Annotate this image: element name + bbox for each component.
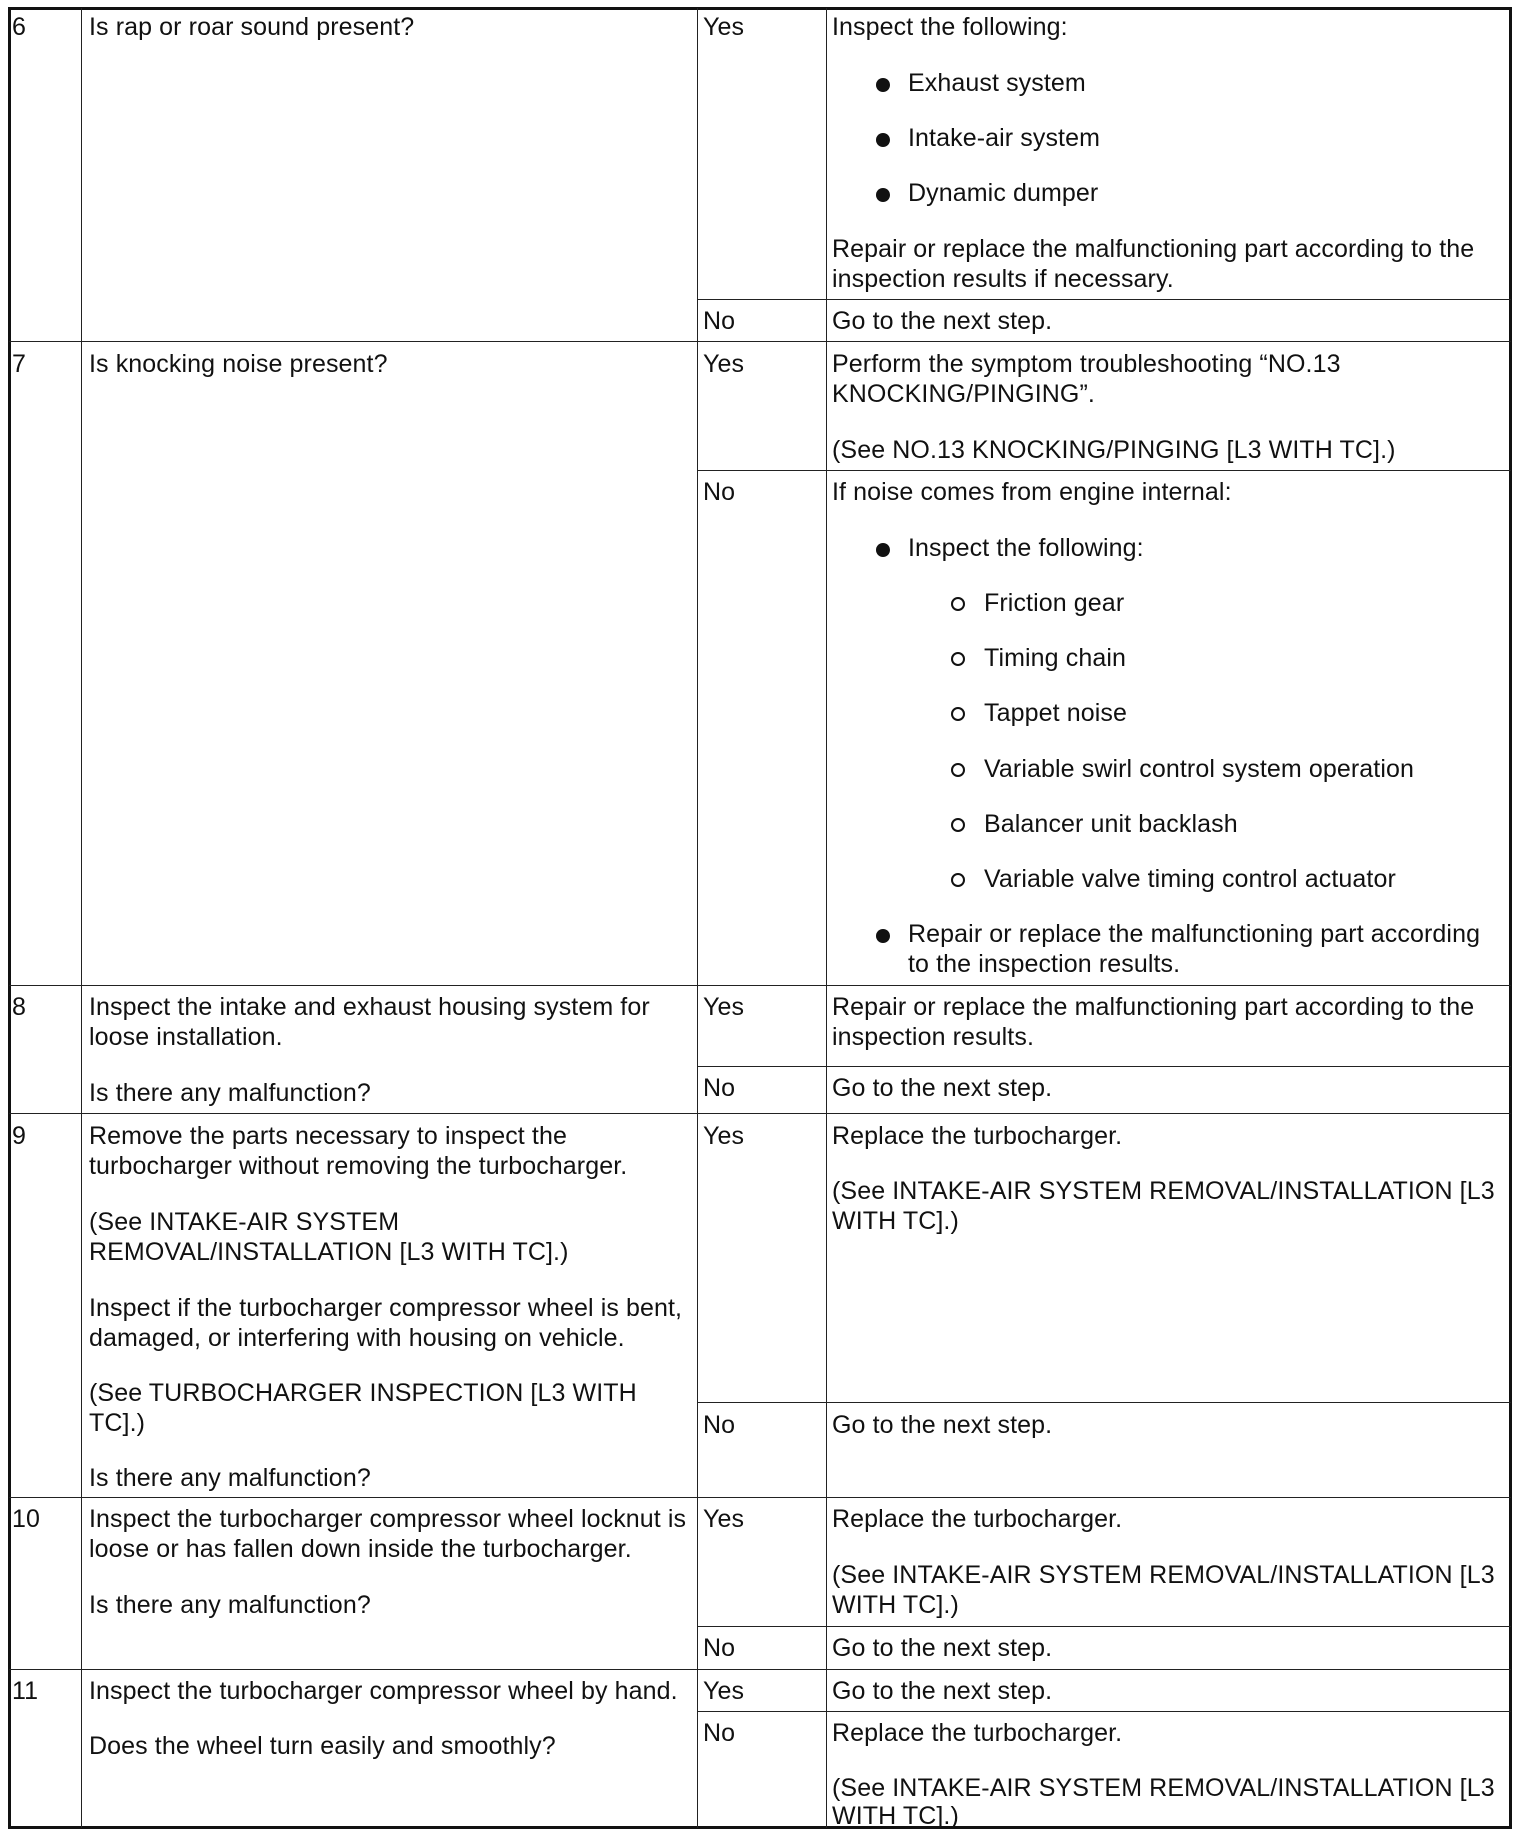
bullet-icon	[876, 188, 890, 202]
sub-bullet-icon	[951, 597, 965, 611]
list-subitem: Friction gear	[984, 589, 1125, 617]
bullet-icon	[876, 78, 890, 92]
reference-link: (See NO.13 KNOCKING/PINGING [L3 WITH TC].)	[832, 436, 1396, 464]
reference-link: (See INTAKE-AIR SYSTEM REMOVAL/INSTALLATION [L3	[832, 1561, 1495, 1589]
action-text: Repair or replace the malfunctioning part according to the	[832, 993, 1475, 1021]
step-question: Inspect the intake and exhaust housing system for	[89, 993, 650, 1021]
list-item: Dynamic dumper	[908, 179, 1099, 207]
step-number: 10	[12, 1505, 41, 1533]
row-divider	[9, 1669, 1511, 1670]
step-number: 8	[12, 993, 27, 1021]
no-label: No	[703, 307, 736, 335]
yes-no-divider	[697, 1402, 1511, 1403]
sub-bullet-icon	[951, 763, 965, 777]
bullet-icon	[876, 929, 890, 943]
step-question: Is there any malfunction?	[89, 1464, 371, 1492]
action-text: Go to the next step.	[832, 307, 1053, 335]
step-number: 7	[12, 350, 27, 378]
list-item: to the inspection results.	[908, 950, 1181, 978]
yes-label: Yes	[703, 1677, 745, 1705]
reference-link: REMOVAL/INSTALLATION [L3 WITH TC].)	[89, 1238, 569, 1266]
action-text: If noise comes from engine internal:	[832, 478, 1232, 506]
no-label: No	[703, 1411, 736, 1439]
step-question: loose installation.	[89, 1023, 283, 1051]
list-item: Repair or replace the malfunctioning part according	[908, 920, 1481, 948]
column-divider	[826, 8, 827, 1828]
step-number: 9	[12, 1122, 27, 1150]
bullet-icon	[876, 133, 890, 147]
reference-link: WITH TC].)	[832, 1591, 959, 1619]
list-subitem: Variable valve timing control actuator	[984, 865, 1396, 893]
yes-label: Yes	[703, 993, 745, 1021]
step-question: damaged, or interfering with housing on vehicle.	[89, 1324, 625, 1352]
list-item: Inspect the following:	[908, 534, 1144, 562]
step-question: Is knocking noise present?	[89, 350, 388, 378]
action-text: Repair or replace the malfunctioning part according to the	[832, 235, 1475, 263]
reference-link: (See INTAKE-AIR SYSTEM	[89, 1208, 400, 1236]
step-question: Is there any malfunction?	[89, 1591, 371, 1619]
action-text: Replace the turbocharger.	[832, 1122, 1123, 1150]
row-divider	[9, 1497, 1511, 1498]
column-divider	[81, 8, 82, 1828]
list-subitem: Variable swirl control system operation	[984, 755, 1414, 783]
reference-link: TC].)	[89, 1409, 146, 1437]
action-text: Go to the next step.	[832, 1634, 1053, 1662]
list-item: Exhaust system	[908, 69, 1086, 97]
action-text: Replace the turbocharger.	[832, 1719, 1123, 1747]
action-text: Inspect the following:	[832, 13, 1068, 41]
list-subitem: Tappet noise	[984, 699, 1127, 727]
step-question: Is there any malfunction?	[89, 1079, 371, 1107]
action-text: Replace the turbocharger.	[832, 1505, 1123, 1533]
action-text: Go to the next step.	[832, 1411, 1053, 1439]
list-subitem: Balancer unit backlash	[984, 810, 1238, 838]
no-label: No	[703, 1634, 736, 1662]
row-divider	[9, 341, 1511, 342]
action-text: inspection results if necessary.	[832, 265, 1174, 293]
step-number: 11	[12, 1677, 39, 1705]
list-subitem: Timing chain	[984, 644, 1126, 672]
no-label: No	[703, 478, 736, 506]
action-text: Go to the next step.	[832, 1074, 1053, 1102]
yes-no-divider	[697, 1066, 1511, 1067]
yes-label: Yes	[703, 1122, 745, 1150]
step-question: Does the wheel turn easily and smoothly?	[89, 1732, 556, 1760]
reference-link: WITH TC].)	[832, 1802, 959, 1830]
step-question: loose or has fallen down inside the turbocharger.	[89, 1535, 632, 1563]
step-question: turbocharger without removing the turbocharger.	[89, 1152, 628, 1180]
reference-link: (See INTAKE-AIR SYSTEM REMOVAL/INSTALLATION [L3	[832, 1177, 1495, 1205]
step-question: Inspect the turbocharger compressor wheel by hand.	[89, 1677, 678, 1705]
yes-no-divider	[697, 1711, 1511, 1712]
yes-label: Yes	[703, 13, 745, 41]
row-divider	[9, 985, 1511, 986]
yes-label: Yes	[703, 1505, 745, 1533]
action-text: Perform the symptom troubleshooting “NO.13	[832, 350, 1341, 378]
sub-bullet-icon	[951, 873, 965, 887]
no-label: No	[703, 1074, 736, 1102]
reference-link: (See TURBOCHARGER INSPECTION [L3 WITH	[89, 1379, 637, 1407]
sub-bullet-icon	[951, 652, 965, 666]
yes-no-divider	[697, 1626, 1511, 1627]
step-question: Remove the parts necessary to inspect the	[89, 1122, 567, 1150]
yes-no-divider	[697, 470, 1511, 471]
action-text: KNOCKING/PINGING”.	[832, 380, 1095, 408]
step-question: Is rap or roar sound present?	[89, 13, 415, 41]
action-text: Go to the next step.	[832, 1677, 1053, 1705]
yes-label: Yes	[703, 350, 745, 378]
no-label: No	[703, 1719, 736, 1747]
reference-link: WITH TC].)	[832, 1207, 959, 1235]
step-question: Inspect if the turbocharger compressor wheel is bent,	[89, 1294, 683, 1322]
yes-no-divider	[697, 299, 1511, 300]
sub-bullet-icon	[951, 818, 965, 832]
action-text: inspection results.	[832, 1023, 1034, 1051]
bullet-icon	[876, 543, 890, 557]
step-number: 6	[12, 13, 27, 41]
list-item: Intake-air system	[908, 124, 1101, 152]
sub-bullet-icon	[951, 707, 965, 721]
row-divider	[9, 1113, 1511, 1114]
step-question: Inspect the turbocharger compressor wheel locknut is	[89, 1505, 687, 1533]
column-divider	[697, 8, 698, 1828]
reference-link: (See INTAKE-AIR SYSTEM REMOVAL/INSTALLATION [L3	[832, 1774, 1495, 1802]
